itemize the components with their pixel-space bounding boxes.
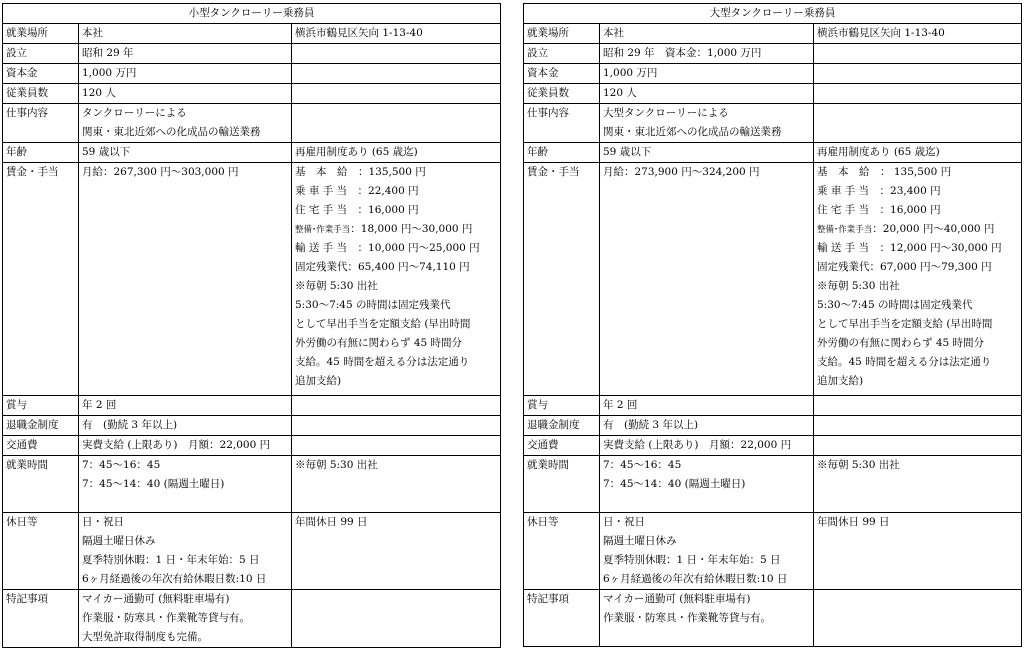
row-bonus [3,396,501,416]
cell-line: 大型免許取得制度も完備。 [82,631,208,643]
cell-line: 1,000 万円 [603,67,658,79]
row-label: 交通費 [524,436,600,456]
cell-line: 固定残業代：65,400 円～74,110 円 [295,261,470,273]
row-value [600,44,814,64]
cell-line: 住 宅 手 当 ：16,000 円 [817,204,941,216]
cell-line: 実費支給 (上限あり) 月額：22,000 円 [82,439,271,451]
cell-line: 横浜市鶴見区矢向 1-13-40 [295,27,423,39]
cell-line: マイカー通勤可 (無料駐車場有) [82,593,230,605]
cell-line: 月給：267,300 円～303,000 円 [82,166,239,178]
cell-line: 59 歳以下 [603,146,652,158]
cell-line: 再雇用制度あり (65 歳迄) [817,146,940,158]
cell-line: 関東・東北近郊への化成品の輸送業務 [82,126,261,138]
cell-line: タンクローリーによる [82,107,187,119]
row-label: 就業時間 [524,456,600,513]
row-employees [524,84,1022,104]
row-note [814,396,1022,416]
row-label: 特記事項 [524,590,600,647]
row-value [79,416,292,436]
cell-line: 5:30～7:45 の時間は固定残業代 [817,299,973,311]
row-retirement [524,416,1022,436]
row-job-description [3,104,501,143]
row-label: 賃金・手当 [524,163,600,396]
cell-line: 乗 車 手 当 ：23,400 円 [817,185,941,197]
row-value [79,104,292,143]
row-note [814,44,1022,64]
cell-line: 年間休日 99 日 [295,516,368,528]
row-value [600,104,814,143]
row-value [600,416,814,436]
row-note [292,416,501,436]
cell-line: 実費支給 (上限あり) 月額：22,000 円 [603,439,792,451]
row-note [814,143,1022,163]
row-transport [524,436,1022,456]
row-label: 退職金制度 [3,416,79,436]
cell-line: 支給。45 時間を超える分は法定通り [817,356,992,368]
cell-line: 月給：273,900 円～324,200 円 [603,166,760,178]
row-value [600,456,814,513]
row-note [814,24,1022,44]
cell-line: 7：45～16：45 [603,459,682,471]
row-note [292,64,501,84]
row-bonus [524,396,1022,416]
row-label: 交通費 [3,436,79,456]
large-tanker-table [523,3,1022,647]
cell-line: 整備･作業手当：18,000 円～30,000 円 [295,223,473,235]
row-retirement [3,416,501,436]
row-value [79,590,292,648]
row-value [600,396,814,416]
row-note [292,84,501,104]
row-age [524,143,1022,163]
row-note [292,513,501,590]
row-label: 年齢 [3,143,79,163]
row-label: 仕事内容 [3,104,79,143]
row-value [79,396,292,416]
row-note [292,104,501,143]
row-value [79,84,292,104]
cell-line: 外労働の有無に関わらず 45 時間分 [295,337,463,349]
row-value [600,24,814,44]
row-workplace [3,24,501,44]
row-value [79,24,292,44]
cell-line: 横浜市鶴見区矢向 1-13-40 [817,27,945,39]
cell-line: 年 2 回 [82,399,117,411]
row-note [814,84,1022,104]
cell-line: 追加支給) [295,375,342,387]
row-value [79,143,292,163]
row-note [814,104,1022,143]
row-value [600,84,814,104]
cell-line: 日・祝日 [82,516,124,528]
row-label: 特記事項 [3,590,79,648]
row-value [79,456,292,513]
cell-line: マイカー通勤可 (無料駐車場有) [603,593,751,605]
row-value [79,513,292,590]
cell-line: 6ヶ月経過後の年次有給休暇日数:10 日 [82,573,267,585]
row-work-hours [3,456,501,513]
row-value [600,64,814,84]
row-remarks [524,590,1022,647]
row-label: 従業員数 [3,84,79,104]
row-value [79,163,292,396]
cell-line: 追加支給) [817,375,864,387]
row-label: 就業場所 [524,24,600,44]
row-note [292,163,501,396]
small-tanker-table [2,3,501,648]
cell-line: 本社 [82,27,103,39]
cell-line: 年 2 回 [603,399,638,411]
cell-line: 大型タンクローリーによる [603,107,729,119]
row-value [600,436,814,456]
row-founded [524,44,1022,64]
row-note [292,590,501,648]
cell-line: ※毎朝 5:30 出社 [295,280,378,292]
cell-line: 再雇用制度あり (65 歳迄) [295,146,418,158]
cell-line: 基 本 給 ：135,500 円 [295,166,426,178]
cell-line: 日・祝日 [603,516,645,528]
row-holidays [3,513,501,590]
row-label: 賃金・手当 [3,163,79,396]
row-label: 休日等 [3,513,79,590]
row-value [600,590,814,647]
row-capital [3,64,501,84]
cell-line: 作業服・防寒具・作業靴等貸与有。 [82,612,250,624]
row-note [814,456,1022,513]
cell-line: 120 人 [603,87,637,99]
row-label: 従業員数 [524,84,600,104]
cell-line: 整備･作業手当：20,000 円～40,000 円 [817,223,995,235]
cell-line: ※毎朝 5:30 出社 [817,280,900,292]
row-value [600,513,814,590]
row-note [814,590,1022,647]
row-note [292,143,501,163]
row-label: 設立 [524,44,600,64]
cell-line: として早出手当を定額支給 (早出時間 [295,318,471,330]
cell-line: 作業服・防寒具・作業靴等貸与有。 [603,612,771,624]
row-wages [524,163,1022,396]
row-label: 資本金 [524,64,600,84]
cell-line: 120 人 [82,87,116,99]
row-label: 設立 [3,44,79,64]
cell-line: 59 歳以下 [82,146,131,158]
row-label: 年齢 [524,143,600,163]
cell-line: 外労働の有無に関わらず 45 時間分 [817,337,985,349]
cell-line: 輸 送 手 当 ：12,000 円～30,000 円 [817,242,1002,254]
cell-line: 固定残業代：67,000 円～79,300 円 [817,261,992,273]
row-label: 就業時間 [3,456,79,513]
row-note [814,513,1022,590]
cell-line: 乗 車 手 当 ：22,400 円 [295,185,419,197]
row-label: 就業場所 [3,24,79,44]
cell-line: 住 宅 手 当 ：16,000 円 [295,204,419,216]
row-value [600,163,814,396]
row-label: 賞与 [524,396,600,416]
table-title: 小型タンクローリー乗務員 [3,4,501,24]
cell-line: 年間休日 99 日 [817,516,890,528]
row-note [814,163,1022,396]
row-age [3,143,501,163]
cell-line: 昭和 29 年 資本金：1,000 万円 [603,47,762,59]
row-value [600,143,814,163]
cell-line: 7：45～16：45 [82,459,161,471]
cell-line: 基 本 給 ： 135,500 円 [817,166,952,178]
row-value [79,44,292,64]
row-remarks [3,590,501,648]
cell-line: 7：45～14：40 (隔週土曜日) [603,478,746,490]
row-note [292,24,501,44]
row-label: 資本金 [3,64,79,84]
cell-line: 支給。45 時間を超える分は法定通り [295,356,470,368]
row-job-description [524,104,1022,143]
cell-line: 夏季特別休暇：1 日・年末年始：5 日 [603,554,781,566]
cell-line: 有 (勤続 3 年以上) [82,419,178,431]
row-founded [3,44,501,64]
cell-line: 5:30～7:45 の時間は固定残業代 [295,299,451,311]
row-note [814,436,1022,456]
table-title: 大型タンクローリー乗務員 [524,4,1022,24]
cell-line: 関東・東北近郊への化成品の輸送業務 [603,126,782,138]
row-note [292,436,501,456]
cell-line: 1,000 万円 [82,67,137,79]
cell-line: 隔週土曜日休み [82,535,156,547]
row-employees [3,84,501,104]
cell-line: 6ヶ月経過後の年次有給休暇日数:10 日 [603,573,788,585]
row-label: 賞与 [3,396,79,416]
row-wages [3,163,501,396]
cell-line: 隔週土曜日休み [603,535,677,547]
row-value [79,64,292,84]
cell-line: として早出手当を定額支給 (早出時間 [817,318,993,330]
row-note [814,64,1022,84]
row-note [292,396,501,416]
row-note [292,456,501,513]
row-holidays [524,513,1022,590]
row-transport [3,436,501,456]
row-capital [524,64,1022,84]
cell-line: 昭和 29 年 [82,47,134,59]
row-value [79,436,292,456]
row-note [292,44,501,64]
row-work-hours [524,456,1022,513]
row-note [814,416,1022,436]
cell-line: 7：45～14：40 (隔週土曜日) [82,478,225,490]
cell-line: ※毎朝 5:30 出社 [817,459,900,471]
cell-line: 本社 [603,27,624,39]
cell-line: ※毎朝 5:30 出社 [295,459,378,471]
cell-line: 有 (勤続 3 年以上) [603,419,699,431]
row-label: 仕事内容 [524,104,600,143]
cell-line: 夏季特別休暇：1 日・年末年始：5 日 [82,554,260,566]
cell-line: 輸 送 手 当 ：10,000 円～25,000 円 [295,242,480,254]
row-label: 休日等 [524,513,600,590]
row-label: 退職金制度 [524,416,600,436]
row-workplace [524,24,1022,44]
